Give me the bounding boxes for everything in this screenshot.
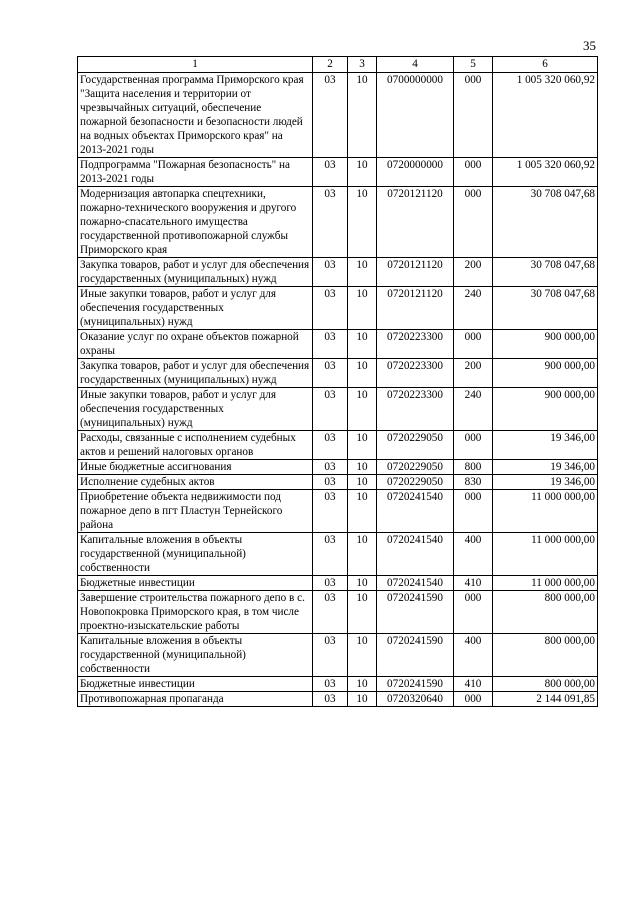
expense-type-cell: 000	[454, 692, 493, 707]
subsection-code-cell: 10	[348, 692, 377, 707]
target-code-cell: 0720229050	[377, 475, 454, 490]
amount-cell: 11 000 000,00	[493, 533, 598, 576]
section-code-cell: 03	[313, 576, 348, 591]
subsection-code-cell: 10	[348, 490, 377, 533]
subsection-code-cell: 10	[348, 576, 377, 591]
expense-type-cell: 000	[454, 591, 493, 634]
target-code-cell: 0720320640	[377, 692, 454, 707]
table-row	[78, 533, 598, 576]
section-code-cell: 03	[313, 490, 348, 533]
row-name-cell: Закупка товаров, работ и услуг для обеспечения государственных (муниципальных) нужд	[78, 359, 313, 388]
target-code-cell: 0720121120	[377, 287, 454, 330]
amount-cell: 1 005 320 060,92	[493, 73, 598, 158]
target-code-cell: 0720241540	[377, 490, 454, 533]
target-code-cell: 0720000000	[377, 158, 454, 187]
section-code-cell: 03	[313, 287, 348, 330]
table-row	[78, 475, 598, 490]
amount-cell: 11 000 000,00	[493, 490, 598, 533]
section-code-cell: 03	[313, 187, 348, 258]
column-header: 3	[348, 57, 377, 73]
section-code-cell: 03	[313, 388, 348, 431]
section-code-cell: 03	[313, 431, 348, 460]
column-header: 2	[313, 57, 348, 73]
section-code-cell: 03	[313, 73, 348, 158]
table-row	[78, 490, 598, 533]
subsection-code-cell: 10	[348, 677, 377, 692]
column-header: 4	[377, 57, 454, 73]
expense-type-cell: 200	[454, 359, 493, 388]
target-code-cell: 0720121120	[377, 258, 454, 287]
expense-type-cell: 000	[454, 73, 493, 158]
table-row	[78, 576, 598, 591]
row-name-cell: Иные закупки товаров, работ и услуг для обеспечения государственных (муниципальных) нужд	[78, 287, 313, 330]
expense-type-cell: 000	[454, 490, 493, 533]
amount-cell: 800 000,00	[493, 591, 598, 634]
table-row	[78, 330, 598, 359]
target-code-cell: 0720241590	[377, 677, 454, 692]
amount-cell: 900 000,00	[493, 330, 598, 359]
target-code-cell: 0720223300	[377, 359, 454, 388]
expense-type-cell: 400	[454, 634, 493, 677]
expense-type-cell: 240	[454, 388, 493, 431]
amount-cell: 30 708 047,68	[493, 287, 598, 330]
amount-cell: 800 000,00	[493, 634, 598, 677]
expense-type-cell: 000	[454, 431, 493, 460]
row-name-cell: Модернизация автопарка спецтехники, пожарно-технического вооружения и другого пожарно-спасательного имущества государственной противопожарной службы Приморского края	[78, 187, 313, 258]
amount-cell: 30 708 047,68	[493, 258, 598, 287]
table-header	[78, 57, 598, 73]
expense-type-cell: 410	[454, 677, 493, 692]
expense-type-cell: 240	[454, 287, 493, 330]
subsection-code-cell: 10	[348, 475, 377, 490]
section-code-cell: 03	[313, 475, 348, 490]
column-header: 5	[454, 57, 493, 73]
header-row	[78, 57, 598, 73]
row-name-cell: Противопожарная пропаганда	[78, 692, 313, 707]
section-code-cell: 03	[313, 591, 348, 634]
section-code-cell: 03	[313, 158, 348, 187]
table-row	[78, 591, 598, 634]
target-code-cell: 0720229050	[377, 460, 454, 475]
target-code-cell: 0720241540	[377, 576, 454, 591]
table-row	[78, 460, 598, 475]
target-code-cell: 0700000000	[377, 73, 454, 158]
amount-cell: 900 000,00	[493, 388, 598, 431]
table-body	[78, 73, 598, 707]
section-code-cell: 03	[313, 460, 348, 475]
amount-cell: 19 346,00	[493, 431, 598, 460]
target-code-cell: 0720229050	[377, 431, 454, 460]
row-name-cell: Закупка товаров, работ и услуг для обеспечения государственных (муниципальных) нужд	[78, 258, 313, 287]
expense-type-cell: 000	[454, 187, 493, 258]
expense-type-cell: 000	[454, 158, 493, 187]
row-name-cell: Расходы, связанные с исполнением судебных актов и решений налоговых органов	[78, 431, 313, 460]
amount-cell: 19 346,00	[493, 460, 598, 475]
column-header: 1	[78, 57, 313, 73]
amount-cell: 2 144 091,85	[493, 692, 598, 707]
table-row	[78, 359, 598, 388]
amount-cell: 1 005 320 060,92	[493, 158, 598, 187]
subsection-code-cell: 10	[348, 431, 377, 460]
section-code-cell: 03	[313, 359, 348, 388]
subsection-code-cell: 10	[348, 533, 377, 576]
row-name-cell: Государственная программа Приморского края "Защита населения и территории от чрезвычайных ситуаций, обеспечение пожарной безопасности и безопасности людей на водных объектах Приморского края" на 2013-2021 годы	[78, 73, 313, 158]
target-code-cell: 0720121120	[377, 187, 454, 258]
subsection-code-cell: 10	[348, 330, 377, 359]
section-code-cell: 03	[313, 692, 348, 707]
subsection-code-cell: 10	[348, 258, 377, 287]
column-header: 6	[493, 57, 598, 73]
table-row	[78, 187, 598, 258]
row-name-cell: Бюджетные инвестиции	[78, 576, 313, 591]
table-row	[78, 287, 598, 330]
subsection-code-cell: 10	[348, 287, 377, 330]
table-row	[78, 692, 598, 707]
section-code-cell: 03	[313, 533, 348, 576]
amount-cell: 11 000 000,00	[493, 576, 598, 591]
table-row	[78, 677, 598, 692]
subsection-code-cell: 10	[348, 591, 377, 634]
subsection-code-cell: 10	[348, 460, 377, 475]
row-name-cell: Иные закупки товаров, работ и услуг для обеспечения государственных (муниципальных) нужд	[78, 388, 313, 431]
row-name-cell: Капитальные вложения в объекты государственной (муниципальной) собственности	[78, 634, 313, 677]
subsection-code-cell: 10	[348, 359, 377, 388]
table-row	[78, 73, 598, 158]
section-code-cell: 03	[313, 330, 348, 359]
page-number: 35	[583, 38, 596, 53]
target-code-cell: 0720241590	[377, 591, 454, 634]
section-code-cell: 03	[313, 258, 348, 287]
subsection-code-cell: 10	[348, 187, 377, 258]
row-name-cell: Подпрограмма "Пожарная безопасность" на 2013-2021 годы	[78, 158, 313, 187]
table-row	[78, 388, 598, 431]
section-code-cell: 03	[313, 677, 348, 692]
amount-cell: 900 000,00	[493, 359, 598, 388]
row-name-cell: Капитальные вложения в объекты государственной (муниципальной) собственности	[78, 533, 313, 576]
subsection-code-cell: 10	[348, 634, 377, 677]
expense-type-cell: 400	[454, 533, 493, 576]
row-name-cell: Бюджетные инвестиции	[78, 677, 313, 692]
table-row	[78, 258, 598, 287]
expense-type-cell: 800	[454, 460, 493, 475]
row-name-cell: Исполнение судебных актов	[78, 475, 313, 490]
budget-table	[77, 56, 598, 707]
subsection-code-cell: 10	[348, 158, 377, 187]
amount-cell: 30 708 047,68	[493, 187, 598, 258]
table-row	[78, 158, 598, 187]
subsection-code-cell: 10	[348, 73, 377, 158]
row-name-cell: Завершение строительства пожарного депо в с. Новопокровка Приморского края, в том числе проектно-изыскательские работы	[78, 591, 313, 634]
subsection-code-cell: 10	[348, 388, 377, 431]
expense-type-cell: 000	[454, 330, 493, 359]
row-name-cell: Оказание услуг по охране объектов пожарной охраны	[78, 330, 313, 359]
target-code-cell: 0720223300	[377, 330, 454, 359]
expense-type-cell: 410	[454, 576, 493, 591]
amount-cell: 19 346,00	[493, 475, 598, 490]
target-code-cell: 0720223300	[377, 388, 454, 431]
target-code-cell: 0720241540	[377, 533, 454, 576]
table-row	[78, 431, 598, 460]
row-name-cell: Иные бюджетные ассигнования	[78, 460, 313, 475]
expense-type-cell: 830	[454, 475, 493, 490]
amount-cell: 800 000,00	[493, 677, 598, 692]
row-name-cell: Приобретение объекта недвижимости под пожарное депо в пгт Пластун Тернейского района	[78, 490, 313, 533]
table-row	[78, 634, 598, 677]
section-code-cell: 03	[313, 634, 348, 677]
target-code-cell: 0720241590	[377, 634, 454, 677]
expense-type-cell: 200	[454, 258, 493, 287]
